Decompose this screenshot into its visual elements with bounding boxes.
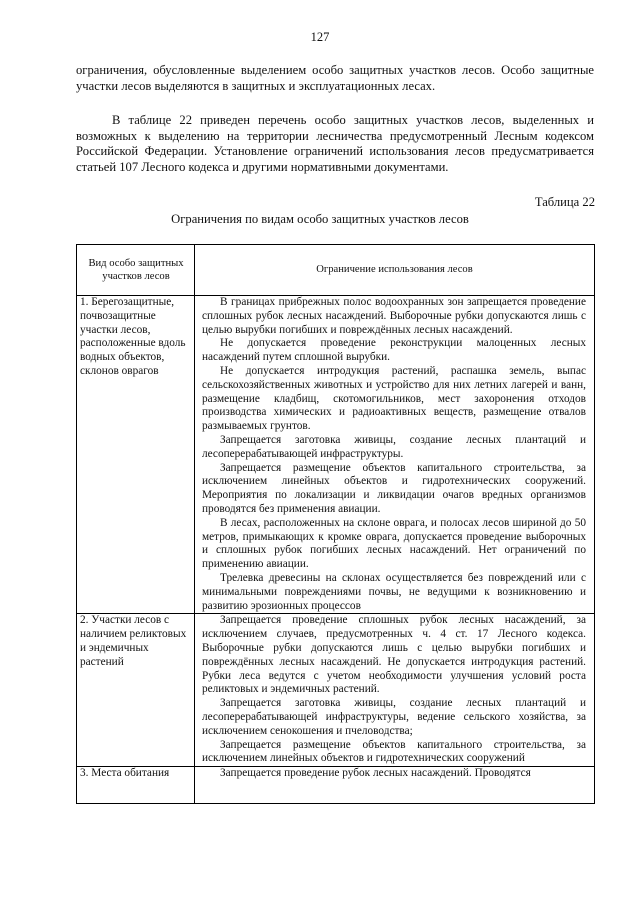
restriction-paragraph: Запрещается размещение объектов капитального строительства, за исключением линейных объектов и гидротехнических сооружений bbox=[202, 738, 586, 765]
restriction-paragraph: Запрещается проведение сплошных рубок лесных насаждений, за исключением случаев, предусмотренных ч. 4 ст. 17 Лесного кодекса. Выборочные рубки допускаются лишь с целью вырубки погибших и повреждённых лесных насаждений. Не допускается интродукция растений. Рубки леса ведутся с учетом необходимости улучшения условий роста реликтовых и эндемичных растений. bbox=[202, 614, 586, 696]
restriction-paragraph: Не допускается интродукция растений, распашка земель, выпас сельскохозяйственных животных и устройство для них летних лагерей и ванн, размещение кладбищ, скотомогильников, мест захоронения отходов производства химических и радиоактивных веществ, размещение отвалов размываемых грунтов. bbox=[202, 364, 586, 433]
page-number: 127 bbox=[310, 30, 330, 44]
header-restrictions: Ограничение использования лесов bbox=[195, 245, 595, 296]
row-restrictions bbox=[195, 296, 595, 614]
row-restrictions bbox=[195, 614, 595, 767]
table-label: Таблица 22 bbox=[534, 195, 595, 209]
restriction-paragraph: В границах прибрежных полос водоохранных зон запрещается проведение сплошных рубок лесных насаждений. Выборочные рубки допускаются лишь с целью вырубки погибших и повреждённых лесных насаждений. bbox=[202, 296, 586, 336]
header-type: Вид особо защитных участков лесов bbox=[77, 245, 195, 296]
table-title: Ограничения по видам особо защитных участков лесов bbox=[171, 212, 469, 226]
table-row bbox=[77, 767, 595, 804]
restriction-paragraph: Запрещается проведение рубок лесных насаждений. Проводятся bbox=[220, 767, 531, 780]
paragraph-1: ограничения, обусловленные выделением особо защитных участков лесов. Особо защитные участки лесов выделяются в защитных и эксплуатационных лесах. bbox=[76, 63, 594, 93]
row-restrictions bbox=[195, 767, 595, 804]
restriction-paragraph: Запрещается заготовка живицы, создание лесных плантаций и лесоперерабатывающей инфраструктуры. bbox=[202, 433, 586, 460]
restriction-paragraph: Не допускается проведение реконструкции малоценных лесных насаждений путем сплошной вырубки. bbox=[202, 337, 586, 364]
restriction-paragraph: Трелевка древесины на склонах осуществляется без повреждений или с минимальными повреждениями почвы, не ведущими к возникновению и развитию эрозионных процессов bbox=[202, 571, 586, 612]
paragraph-2: В таблице 22 приведен перечень особо защитных участков лесов, выделенных и возможных к выделению на территории лесничества предусмотренный Лесным кодексом Российской Федерации. Установление ограничений использования лесов предусматривается статьей 107 Лесного кодекса и другими нормативными документами. bbox=[76, 113, 594, 174]
row-type: 1. Берегозащитные, почвозащитные участки лесов, расположенные вдоль водных объектов, склонов оврагов bbox=[77, 296, 195, 614]
row-type: 3. Места обитания bbox=[77, 767, 195, 804]
restriction-paragraph: В лесах, расположенных на склоне оврага, и полосах лесов шириной до 50 метров, примыкающих к кромке оврага, допускается проведение выборочных и сплошных рубок погибших лесных насаждений. Нет ограничений по применению авиации. bbox=[202, 516, 586, 571]
row-type: 2. Участки лесов с наличием реликтовых и эндемичных растений bbox=[77, 614, 195, 767]
table-row bbox=[77, 296, 595, 614]
table-row bbox=[77, 614, 595, 767]
table-header-row bbox=[77, 245, 595, 296]
restriction-paragraph: Запрещается заготовка живицы, создание лесных плантаций и лесоперерабатывающей инфраструктуры, ведение сельского хозяйства, за исключением сенокошения и пчеловодства; bbox=[202, 697, 586, 737]
restriction-paragraph: Запрещается размещение объектов капитального строительства, за исключением линейных объектов и гидротехнических сооружений. Мероприятия по локализации и ликвидации очагов вредных организмов проводятся без применения авиации. bbox=[202, 461, 586, 515]
restrictions-table bbox=[76, 244, 595, 804]
